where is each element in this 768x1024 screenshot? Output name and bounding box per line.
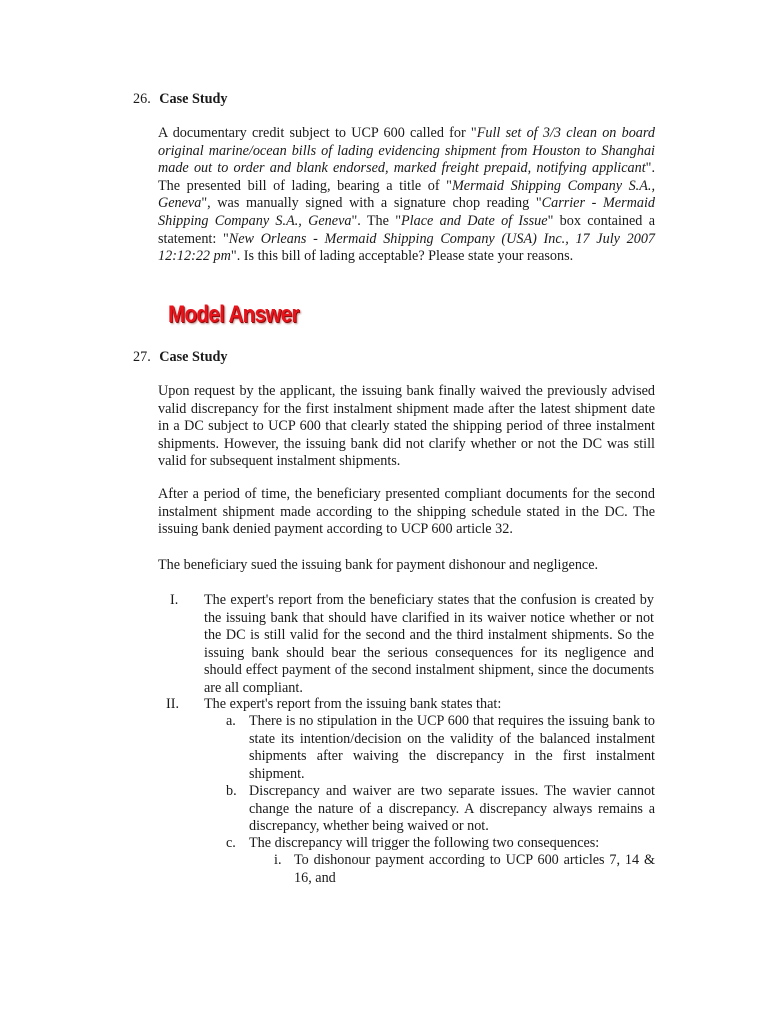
list-item: The expert's report from the beneficiary states that the confusion is created by the issuing bank that should have clarified in its waiver notice whether or not the DC is still valid for the second and the third instalment shipments. So the issuing bank should bear the serious consequences for its negligence and should effect payment of the second instalment shipment, since the documents are all compliant. — [204, 592, 654, 696]
sub-sub-list-item: To dishonour payment according to UCP 600 articles 7, 14 & 16, and — [294, 852, 655, 886]
question-number: 26. — [133, 91, 151, 107]
sub-list-marker: a. — [226, 713, 236, 729]
case-study-27-paragraph-3: The beneficiary sued the issuing bank for payment dishonour and negligence. — [158, 557, 599, 573]
case-study-26-heading — [133, 90, 227, 108]
model-answer-link[interactable]: Model Answer — [168, 301, 299, 328]
sub-list-item: There is no stipulation in the UCP 600 that requires the issuing bank to state its intention/decision on the validity of the balanced instalment shipments after waiving the discrepancy in the first instalment shipment. — [249, 713, 655, 782]
case-study-26-body: A documentary credit subject to UCP 600 called for "Full set of 3/3 clean on board original marine/ocean bills of lading evidencing shipment from Houston to Shanghai made out to order and blank endorsed, marked freight prepaid, notifying applicant". The presented bill of lading, bearing a title of "Mermaid Shipping Company S.A., Geneva", was manually signed with a signature chop reading "Carrier - Mermaid Shipping Company S.A., Geneva". The "Place and Date of Issue" box contained a statement: "New Orleans - Mermaid Shipping Company (USA) Inc., 17 July 2007 12:12:22 pm". Is this bill of lading acceptable? Please state your reasons. — [158, 125, 656, 265]
list-marker: I. — [170, 592, 179, 608]
case-study-27-paragraph-1: Upon request by the applicant, the issuing bank finally waived the previously advised valid discrepancy for the first instalment shipment made after the latest shipment date in a DC subject to UCP 600 that clearly stated the shipping period of three instalment shipments. However, the issuing bank did not clarify whether or not the DC was still valid for subsequent instalment shipments. — [158, 383, 655, 470]
sub-sub-list-marker: i. — [274, 852, 282, 868]
case-study-27-heading — [133, 348, 227, 366]
question-number: 27. — [133, 349, 151, 365]
sub-list-marker: b. — [226, 783, 237, 799]
list-item: The expert's report from the issuing bank states that: — [204, 696, 502, 712]
sub-list-item: Discrepancy and waiver are two separate issues. The wavier cannot change the nature of a discrepancy. A discrepancy always remains a discrepancy, whether being waived or not. — [249, 783, 655, 835]
case-study-27-paragraph-2: After a period of time, the beneficiary presented compliant documents for the second instalment shipment made according to the shipping schedule stated in the DC. The issuing bank denied payment according to UCP 600 article 32. — [158, 486, 655, 538]
question-title: Case Study — [159, 91, 228, 107]
list-marker: II. — [166, 696, 179, 712]
question-title: Case Study — [159, 349, 228, 365]
sub-list-item: The discrepancy will trigger the following two consequences: — [249, 835, 600, 851]
sub-list-marker: c. — [226, 835, 236, 851]
